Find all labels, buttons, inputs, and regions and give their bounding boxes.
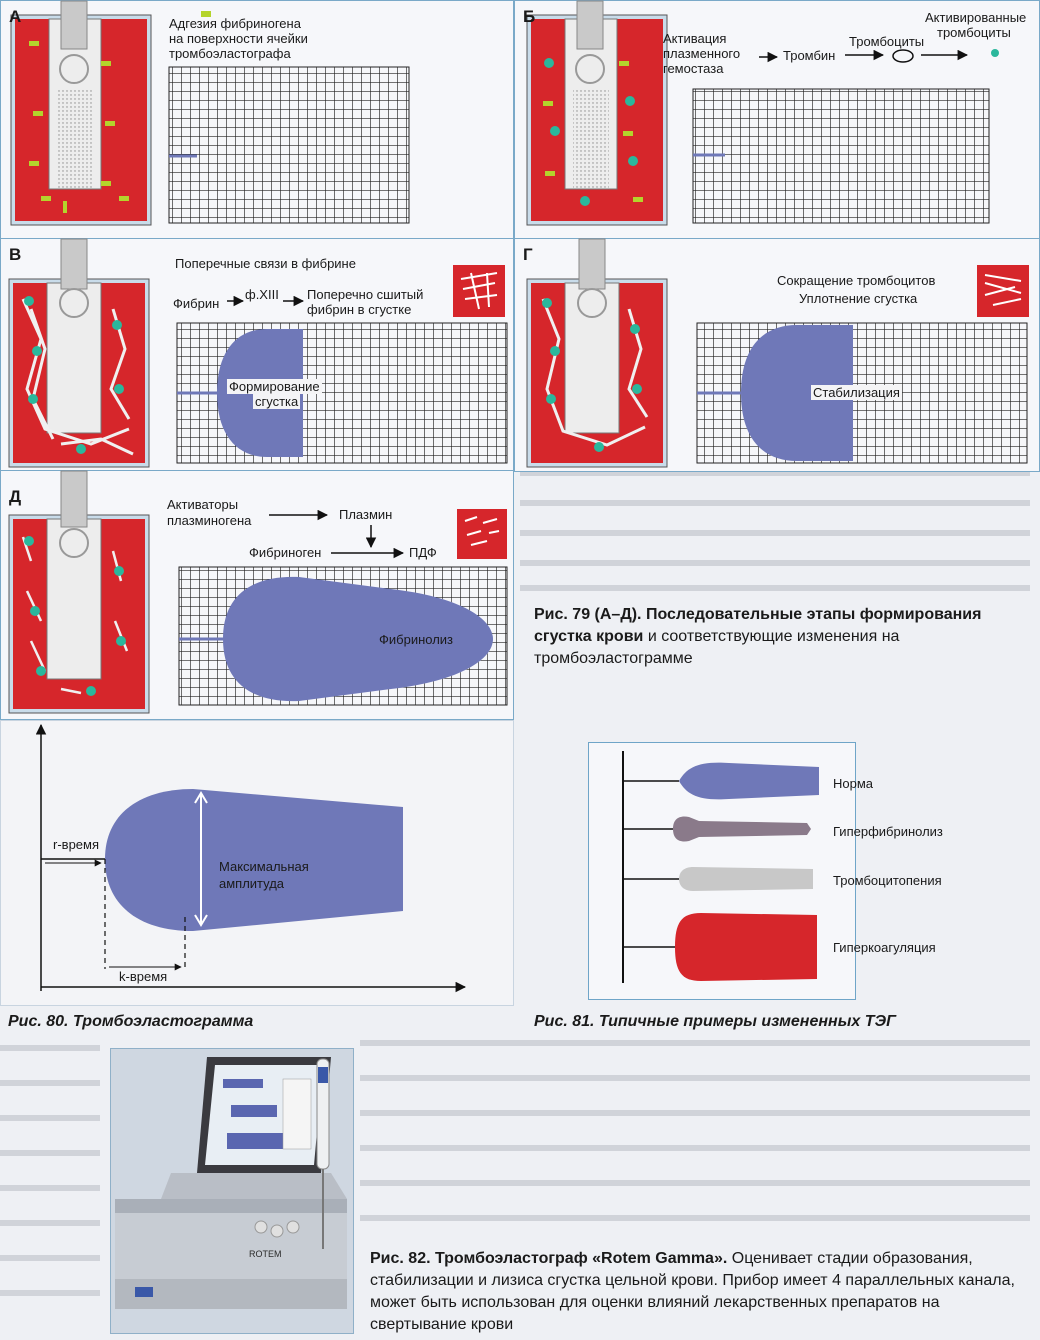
figure82-photo (110, 1048, 354, 1334)
retraction-text-1: Сокращение тромбоцитов (777, 273, 936, 288)
crosslinks-title: Поперечные связи в фибрине (175, 256, 356, 271)
max-amplitude-1: Максимальная (219, 859, 309, 874)
panel-g (514, 238, 1040, 472)
adhesion-text-3: тромбоэластографа (169, 46, 291, 61)
figure81-caption (534, 1011, 896, 1033)
figure82-caption (370, 1248, 1036, 1336)
retraction-text-2: Уплотнение сгустка (799, 291, 918, 306)
figure79-caption-bold: Рис. 79 (А–Д). Последовательные этапы формирования сгустка крови (534, 606, 982, 645)
fdp-label: ПДФ (409, 545, 437, 560)
teg-normal-label: Норма (833, 776, 874, 791)
teg-thrombocytopenia-label: Тромбоцитопения (833, 873, 942, 888)
plasmin-label: Плазмин (339, 507, 393, 522)
fibrinogen-label: Фибриноген (249, 545, 322, 560)
fxiii-label: ф.XIII (245, 287, 279, 302)
adhesion-text-1: Адгезия фибриногена (169, 16, 301, 31)
crosslinked-text-2: фибрин в сгустке (307, 302, 412, 317)
activated-text-1: Активированные (925, 10, 1027, 25)
teg-hyperfibrinolysis-label: Гиперфибринолиз (833, 824, 943, 839)
r-time-label: r-время (53, 837, 100, 852)
figure80-caption-text: Рис. 80. Тромбоэластограмма (8, 1013, 254, 1030)
panel-label: Д (9, 487, 22, 506)
panel-v (0, 238, 514, 472)
figure81-teg-examples (588, 742, 943, 1000)
formation-text-2: сгустка (255, 394, 299, 409)
activators-text-2: плазминогена (167, 513, 252, 528)
panel-b (514, 0, 1040, 240)
panel-label: А (9, 7, 22, 26)
panel-label: Г (523, 245, 533, 264)
stabilization-label: Стабилизация (813, 385, 900, 400)
figure80-caption (8, 1011, 253, 1033)
panel-d (0, 470, 514, 720)
figure82-caption-rest: Оценивает стадии образования, стабилизации и лизиса сгустка цельной крови. Прибор имеет 4 параллельных канала, может быть использован для оценки влияний лекарственных препаратов на свертывание крови (370, 1250, 1015, 1333)
rotem-brand-label: ROTEM (249, 1249, 282, 1259)
teg-hypercoagulation-label: Гиперкоагуляция (833, 940, 936, 955)
figure80-thromboelastogram (0, 720, 514, 1006)
activators-text-1: Активаторы (167, 497, 239, 512)
fibrin-label: Фибрин (173, 296, 220, 311)
crosslinked-text-1: Поперечно сшитый (307, 287, 424, 302)
figure79-caption (534, 604, 1030, 670)
panel-label: Б (523, 7, 536, 26)
platelets-label: Тромбоциты (849, 34, 925, 49)
k-time-label: k-время (119, 969, 168, 984)
adhesion-text-2: на поверхности ячейки (169, 31, 308, 46)
activated-text-2: тромбоциты (937, 25, 1011, 40)
figure82-caption-bold: Рис. 82. Тромбоэластограф «Rotem Gamma». (370, 1250, 728, 1267)
formation-text-1: Формирование (229, 379, 320, 394)
figure81-caption-text: Рис. 81. Типичные примеры измененных ТЭГ (534, 1013, 896, 1030)
thrombin-label: Тромбин (783, 48, 836, 63)
figure79-caption-rest: и соответствующие изменения на тромбоэластограмме (534, 628, 900, 667)
panel-label: В (9, 245, 22, 264)
activation-text-1: Активация (663, 31, 727, 46)
panel-a (0, 0, 514, 240)
activation-text-3: гемостаза (663, 61, 724, 76)
activation-text-2: плазменного (663, 46, 741, 61)
max-amplitude-2: амплитуда (219, 876, 285, 891)
fibrinolysis-label: Фибринолиз (379, 632, 454, 647)
